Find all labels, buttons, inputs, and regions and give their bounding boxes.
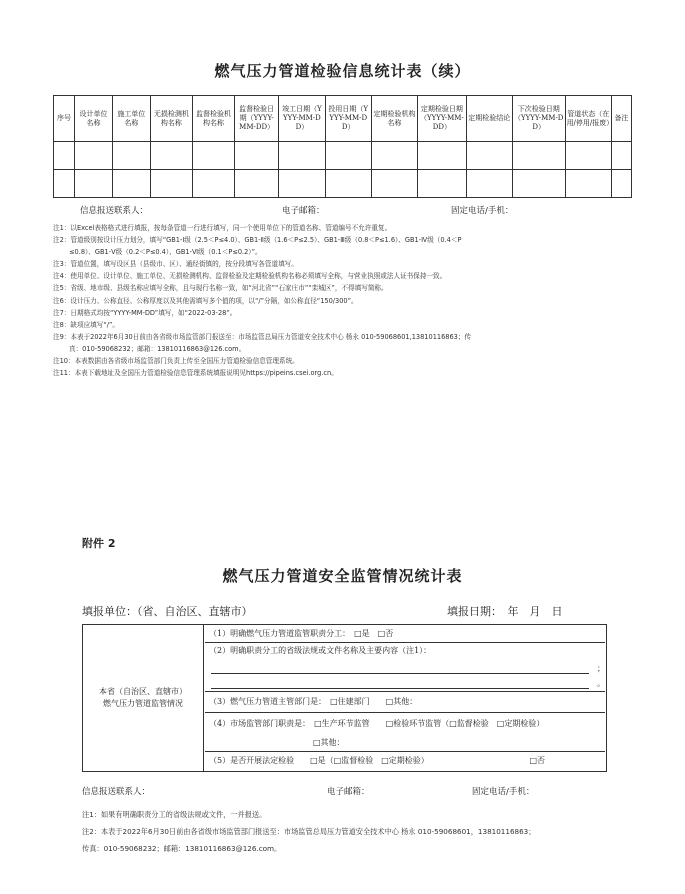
- form2-notes: [82, 806, 535, 857]
- phone-label: 固定电话/手机：: [472, 787, 535, 797]
- unit-label: 填报单位：（省、自治区、直辖市）: [82, 605, 253, 618]
- phone-label: 固定电话/手机：: [451, 206, 514, 216]
- note: 注1：以Excel表格格式进行填报，按每条管道一行进行填写，同一个使用单位下的管道名称、管道编号不允许重复。: [53, 224, 392, 232]
- col-header: 定期检验机构名称: [371, 96, 417, 142]
- col-header: 无损检测机构名称: [150, 96, 192, 142]
- note: 注9：本表于2022年6月30日前由各省级市场监管部门报送至：市场监管总局压力管道安全技术中心 杨永 010-59068601,13810116863；传: [53, 332, 472, 341]
- note: 注1：如果有明确职责分工的省级法规或文件，一并报送。: [82, 810, 267, 819]
- item-market-duty-other[interactable]: □其他：: [205, 735, 605, 752]
- email-label: 电子邮箱：: [282, 206, 325, 216]
- note: 真：010-59068232；邮箱：13810116863@126.com。: [69, 344, 246, 353]
- col-header: 监督检验机构名称: [192, 96, 234, 142]
- col-header: 序号: [54, 96, 75, 142]
- item-regulation: （2）明确职责分工的省级法规或文件名称及主要内容（注1）：: [209, 646, 432, 655]
- inspection-table: [53, 95, 632, 198]
- regulation-line-1[interactable]: [211, 659, 589, 674]
- col-header: 定期检验结论: [466, 96, 512, 142]
- regulation-line-2[interactable]: [211, 674, 589, 689]
- note: 注8：缺项应填写“/”。: [53, 320, 119, 329]
- item-statutory-inspection-no[interactable]: □否: [529, 756, 545, 765]
- form1-title: 燃气压力管道检验信息统计表（续）: [214, 62, 471, 80]
- item-statutory-inspection[interactable]: （5）是否开展法定检验 □是（□监督检验 □定期检验）: [209, 756, 429, 765]
- row-label-cell: 本省（自治区、直辖市） 燃气压力管道监管情况: [83, 625, 204, 772]
- items-cell: （1）明确燃气压力管道监管职责分工： □是 □否 （2）明确职责分工的省级法规或文件名称及主要内容（注1）： ； 。 （3）燃气压力管道主管部门是： □住建部门 □其他： （4）市场监管部门职责是： □生产环节监管 □检验环节监管（□监督检验 □定期检验） □其他： （5）是否开展法定检验 □是（□监督检验 □定期检验） □否: [204, 625, 607, 772]
- email-label: 电子邮箱：: [327, 787, 370, 797]
- col-header: 管道状态（在用/停用/报废）: [565, 96, 611, 142]
- col-header: 设计单位名称: [75, 96, 113, 142]
- note: 传真：010-59068232；邮箱：13810116863@126.com。: [82, 844, 282, 853]
- item-authority[interactable]: （3）燃气压力管道主管部门是： □住建部门 □其他：: [205, 692, 605, 713]
- attachment-label: 附件 2: [82, 537, 116, 550]
- form1-notes: [53, 222, 633, 379]
- note: 注11：本表下载地址及全国压力管道检验信息管理系统填报说明见https://pipeins.csei.org.cn。: [53, 369, 338, 378]
- contact-person-label: 信息报送联系人：: [80, 206, 149, 216]
- note: 注2：本表于2022年6月30日前由各省级市场监管部门报送至：市场监管总局压力管道安全技术中心 杨永 010-59068601，13810116863；: [82, 827, 536, 836]
- item-market-duty[interactable]: （4）市场监管部门职责是： □生产环节监管 □检验环节监管（□监督检验 □定期检验）: [209, 719, 545, 728]
- col-header: 备注: [611, 96, 631, 142]
- note: 注7：日期格式均按“YYYY-MM-DD”填写，如“2022-03-28”。: [53, 308, 237, 317]
- table-row: [54, 142, 632, 170]
- form2-title: 燃气压力管道安全监管情况统计表: [222, 567, 463, 585]
- note: 注4：使用单位、设计单位、施工单位、无损检测机构、监督检验及定期检验机构名称必须填写全称，与营业执照或法人证书保持一致。: [53, 272, 447, 281]
- item-responsibility[interactable]: （1）明确燃气压力管道监管职责分工： □是 □否: [205, 626, 605, 643]
- contact-person-label: 信息报送联系人：: [82, 787, 151, 797]
- col-header: 定期检验日期（YYYY-MM-DD）: [418, 96, 466, 142]
- table-row: [54, 170, 632, 198]
- date-label: 填报日期： 年 月 日: [447, 605, 563, 618]
- note: 注3：管道位置，填写设区县（县级市、区）、通经街镇的，按分段填写各管道填写。: [53, 260, 298, 269]
- col-header: 竣工日期（YYYY-MM-DD）: [279, 96, 325, 142]
- col-header: 投用日期（YYYY-MM-DD）: [325, 96, 371, 142]
- supervision-table: [82, 624, 607, 772]
- note: ≤0.8）、GB1-Ⅴ级（0.2＜P≤0.4）、GB1-Ⅵ级（0.1＜P≤0.2）”。: [69, 248, 262, 257]
- note: 注2：管道级别按设计压力划分，填写“GB1-Ⅰ级（2.5＜P≤4.0）、GB1-Ⅱ级（1.6＜P≤2.5）、GB1-Ⅲ级（0.8＜P≤1.6）、GB1-Ⅳ级（0.4＜P: [53, 236, 462, 245]
- note: 注6：设计压力、公称直径、公称厚度以及其他需填写多个值的项，以“/”分隔，如公称直径“150/300”。: [53, 296, 358, 305]
- note: 注5：省级、地市级、县级名称应填写全称，且与现行名称一致，如“河北省”“石家庄市”“栾城区”，不得填写简称。: [53, 284, 388, 293]
- col-header: 监督检验日期（YYYY-MM-DD）: [235, 96, 279, 142]
- col-header: 施工单位名称: [112, 96, 150, 142]
- note: 注10：本表数据由各省级市场监管部门负责上传至全国压力管道检验信息管理系统。: [53, 357, 299, 366]
- col-header: 下次检验日期（YYYY-MM-DD）: [512, 96, 565, 142]
